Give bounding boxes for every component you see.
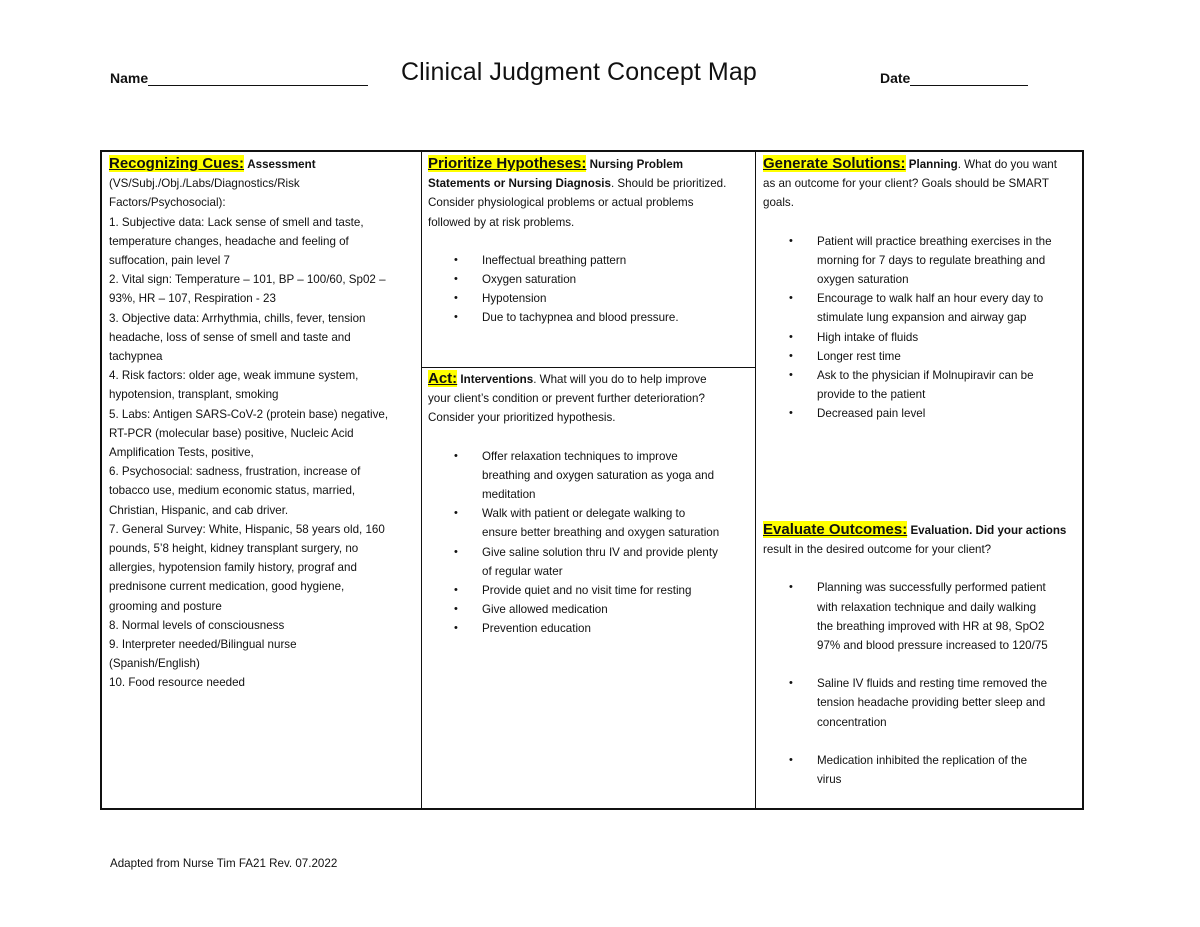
list-item bbox=[428, 251, 750, 270]
list-item bbox=[428, 289, 750, 308]
recognizing-cues-cell bbox=[109, 154, 417, 693]
text-line: Consider your prioritized hypothesis. bbox=[428, 411, 616, 425]
prioritize-hypotheses-list bbox=[428, 251, 750, 328]
text-line: 10. Food resource needed bbox=[109, 676, 246, 690]
list-item-line: • Saline IV fluids and resting time removed the bbox=[817, 677, 1048, 691]
list-item-line: concentration bbox=[817, 715, 887, 729]
page-title: Clinical Judgment Concept Map bbox=[401, 58, 757, 86]
act-sub: Interventions bbox=[460, 373, 534, 386]
list-item-line: • Ineffectual breathing pattern bbox=[482, 253, 627, 267]
text-line: suffocation, pain level 7 bbox=[109, 254, 230, 268]
text-line: goals. bbox=[763, 196, 794, 210]
row-divider-middle bbox=[421, 367, 755, 368]
text-line: RT-PCR (molecular base) positive, Nucleic Acid bbox=[109, 426, 354, 440]
text-line: Amplification Tests, positive, bbox=[109, 446, 254, 460]
column-divider-1 bbox=[421, 152, 422, 808]
list-item-line: morning for 7 days to regulate breathing and bbox=[817, 253, 1046, 267]
list-item-line: • Medication inhibited the replication of the bbox=[817, 753, 1028, 767]
generate-solutions-line1: . What do you want bbox=[957, 158, 1057, 171]
list-item-line: ensure better breathing and oxygen saturation bbox=[482, 526, 720, 540]
date-underline[interactable] bbox=[910, 71, 1028, 86]
list-item bbox=[428, 270, 750, 289]
list-item bbox=[763, 232, 1081, 290]
prioritize-hypotheses-sub: Nursing Problem bbox=[589, 158, 684, 171]
act-heading: Act: bbox=[428, 370, 458, 387]
list-item bbox=[428, 504, 750, 542]
list-item bbox=[428, 619, 750, 638]
generate-solutions-heading: Generate Solutions: bbox=[763, 155, 906, 172]
name-underline[interactable] bbox=[148, 71, 368, 86]
name-label: Name bbox=[110, 70, 149, 86]
list-item bbox=[763, 289, 1081, 327]
text-line: your client’s condition or prevent further deterioration? bbox=[428, 392, 705, 406]
evaluate-outcomes-sub2: Did your actions bbox=[975, 524, 1067, 537]
text-line: (VS/Subj./Obj./Labs/Diagnostics/Risk bbox=[109, 177, 300, 191]
text-line: headache, loss of sense of smell and taste and bbox=[109, 330, 351, 344]
text-line: prednisone current medication, good hygiene, bbox=[109, 580, 345, 594]
list-item-line: • High intake of fluids bbox=[817, 330, 919, 344]
text-line: (Spanish/English) bbox=[109, 657, 200, 671]
list-item-line: • Encourage to walk half an hour every day to bbox=[817, 292, 1044, 306]
text-line: 8. Normal levels of consciousness bbox=[109, 618, 285, 632]
text-line: 1. Subjective data: Lack sense of smell and taste, bbox=[109, 215, 364, 229]
act-lines bbox=[428, 389, 750, 427]
text-line: 4. Risk factors: older age, weak immune system, bbox=[109, 369, 359, 383]
prioritize-hypotheses-heading: Prioritize Hypotheses: bbox=[428, 155, 587, 172]
list-item bbox=[763, 751, 1081, 789]
list-item bbox=[428, 543, 750, 581]
list-item-line: with relaxation technique and daily walking bbox=[817, 600, 1037, 614]
text-line: 3. Objective data: Arrhythmia, chills, fever, tension bbox=[109, 311, 366, 325]
list-item-line: tension headache providing better sleep and bbox=[817, 696, 1046, 710]
list-item-line: • Give saline solution thru IV and provide plenty bbox=[482, 545, 718, 559]
text-line: allergies, hypotension family history, prograf and bbox=[109, 561, 357, 575]
list-item-line: • Oxygen saturation bbox=[482, 273, 577, 287]
evaluate-outcomes-list bbox=[763, 578, 1081, 789]
concept-map-table bbox=[100, 150, 1084, 810]
list-item bbox=[428, 308, 750, 327]
list-item-line: oxygen saturation bbox=[817, 273, 909, 287]
text-line: tachypnea bbox=[109, 350, 163, 364]
list-item-line: • Patient will practice breathing exercises in the bbox=[817, 234, 1052, 248]
text-line: grooming and posture bbox=[109, 599, 222, 613]
text-line: 7. General Survey: White, Hispanic, 58 years old, 160 bbox=[109, 522, 385, 536]
list-item-line: • Hypotension bbox=[482, 292, 547, 306]
prioritize-hypotheses-line1: . Should be prioritized. bbox=[610, 177, 727, 191]
list-item-line: • Decreased pain level bbox=[817, 407, 926, 421]
list-item-line: • Longer rest time bbox=[817, 349, 901, 363]
list-item-line: meditation bbox=[482, 488, 536, 502]
list-item bbox=[428, 581, 750, 600]
list-item-line: stimulate lung expansion and airway gap bbox=[817, 311, 1027, 325]
list-item-line: breathing and oxygen saturation as yoga and bbox=[482, 468, 715, 482]
recognizing-cues-heading: Recognizing Cues: bbox=[109, 155, 245, 172]
date-field[interactable] bbox=[880, 70, 1028, 86]
name-field[interactable] bbox=[110, 70, 368, 86]
list-item-line: • Walk with patient or delegate walking to bbox=[482, 507, 686, 521]
text-line: 93%, HR – 107, Respiration - 23 bbox=[109, 292, 276, 306]
evaluate-outcomes-cell bbox=[763, 520, 1081, 789]
text-line: hypotension, transplant, smoking bbox=[109, 388, 279, 402]
text-line: 6. Psychosocial: sadness, frustration, increase of bbox=[109, 465, 361, 479]
footer-note: Adapted from Nurse Tim FA21 Rev. 07.2022 bbox=[110, 857, 338, 870]
prioritize-hypotheses-sub2: Statements or Nursing Diagnosis bbox=[428, 177, 611, 191]
generate-solutions-lines bbox=[763, 174, 1081, 212]
act-line1: . What will you do to help improve bbox=[533, 373, 707, 386]
text-line: 9. Interpreter needed/Bilingual nurse bbox=[109, 638, 297, 652]
list-item bbox=[428, 447, 750, 505]
list-item-line: virus bbox=[817, 773, 842, 787]
list-item-line: • Provide quiet and no visit time for resting bbox=[482, 584, 692, 598]
generate-solutions-list bbox=[763, 232, 1081, 424]
list-item-line: • Give allowed medication bbox=[482, 603, 608, 617]
page-header bbox=[0, 58, 1200, 98]
list-item bbox=[763, 366, 1081, 404]
text-line: Factors/Psychosocial): bbox=[109, 196, 226, 210]
list-item-line: • Ask to the physician if Molnupiravir can be bbox=[817, 369, 1034, 383]
recognizing-cues-lines bbox=[109, 174, 417, 692]
text-line: 5. Labs: Antigen SARS-CoV-2 (protein base) negative, bbox=[109, 407, 389, 421]
act-list bbox=[428, 447, 750, 639]
column-divider-2 bbox=[755, 152, 756, 808]
list-item-line: the breathing improved with HR at 98, SpO2 bbox=[817, 619, 1045, 633]
recognizing-cues-sub: Assessment bbox=[247, 158, 316, 171]
text-line: as an outcome for your client? Goals should be SMART bbox=[763, 177, 1049, 191]
evaluate-outcomes-heading: Evaluate Outcomes: bbox=[763, 521, 908, 538]
list-item bbox=[763, 578, 1081, 655]
text-line: pounds, 5’8 height, kidney transplant surgery, no bbox=[109, 542, 359, 556]
list-item bbox=[428, 600, 750, 619]
text-line: temperature changes, headache and feeling of bbox=[109, 234, 349, 248]
list-item bbox=[763, 347, 1081, 366]
evaluate-outcomes-sub: Evaluation. bbox=[910, 524, 973, 537]
evaluate-outcomes-lines bbox=[763, 540, 1081, 559]
act-cell bbox=[428, 369, 750, 639]
prioritize-hypotheses-lines bbox=[428, 193, 750, 231]
list-item-line: provide to the patient bbox=[817, 388, 926, 402]
list-item-line: 97% and blood pressure increased to 120/75 bbox=[817, 639, 1048, 653]
prioritize-hypotheses-cell bbox=[428, 154, 750, 328]
list-item bbox=[763, 404, 1081, 423]
generate-solutions-cell bbox=[763, 154, 1081, 424]
text-line: Christian, Hispanic, and cab driver. bbox=[109, 503, 289, 517]
text-line: 2. Vital sign: Temperature – 101, BP – 100/60, Sp02 – bbox=[109, 273, 386, 287]
list-item-line: of regular water bbox=[482, 564, 563, 578]
date-label: Date bbox=[880, 70, 911, 86]
list-item-line: • Offer relaxation techniques to improve bbox=[482, 449, 678, 463]
list-item bbox=[763, 328, 1081, 347]
text-line: followed by at risk problems. bbox=[428, 215, 575, 229]
text-line: result in the desired outcome for your client? bbox=[763, 543, 992, 557]
list-item-line: • Prevention education bbox=[482, 622, 591, 636]
list-item-line: • Due to tachypnea and blood pressure. bbox=[482, 311, 679, 325]
text-line: tobacco use, medium economic status, married, bbox=[109, 484, 356, 498]
text-line: Consider physiological problems or actual problems bbox=[428, 196, 694, 210]
generate-solutions-sub: Planning bbox=[908, 158, 958, 171]
list-item-line: • Planning was successfully performed patient bbox=[817, 581, 1046, 595]
list-item bbox=[763, 674, 1081, 732]
